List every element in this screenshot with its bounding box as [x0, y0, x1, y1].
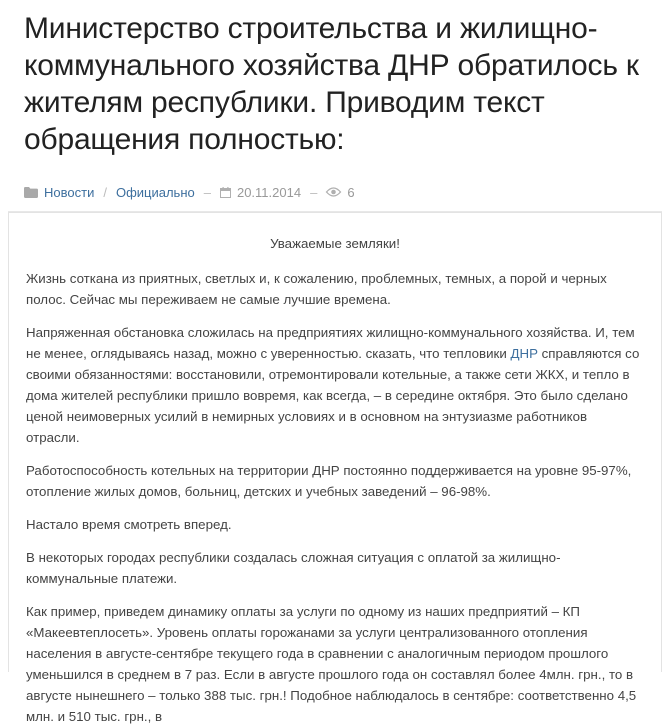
- meta-separator: –: [203, 184, 211, 200]
- view-count: 6: [347, 184, 355, 200]
- greeting: Уважаемые земляки!: [270, 236, 400, 251]
- paragraph-4: Настало время смотреть вперед.: [26, 517, 232, 532]
- category-separator: /: [103, 184, 107, 200]
- article-meta: [24, 182, 644, 202]
- paragraph-5: В некоторых городах республики создалась сложная ситуация с оплатой за жилищно-коммунальные платежи.: [26, 550, 561, 586]
- eye-icon: [326, 187, 341, 197]
- paragraph-3: Работоспособность котельных на территории ДНР постоянно поддерживается на уровне 95-97%, отопление жилых домов, больниц, детских и учебных заведений – 96-98%.: [26, 463, 632, 499]
- meta-separator: –: [310, 184, 318, 200]
- paragraph-6: Как пример, приведем динамику оплаты за услуги по одному из наших предприятий – КП «Макеевтеплосеть». Уровень оплаты горожанами за услуги централизованного отопления населения в августе-сентябре текущего года в сравнении с аналогичным периодом прошлого уменьшился в среднем в 7 раз. Если в августе прошлого года он составлял более 4млн. грн., то в августе нынешнего – только 388 тыс. грн.! Подобное наблюдалось в сентябре: соответственно 4,5 млн. и 510 тыс. грн., в: [26, 604, 637, 724]
- paragraph-2-text-rest: справляются со своими обязанностями: восстановили, отремонтировали котельные, а также сети ЖКХ, и тепло в дома жителей республики пришло вовремя, как всегда, – в середине октября. Это было сделано ценой неимоверных усилий в немирных условиях и в основном на энтузиазме работников отрасли.: [26, 346, 640, 445]
- category-link-official[interactable]: Официально: [115, 184, 195, 200]
- dnr-link[interactable]: ДНР: [510, 346, 538, 361]
- category-link-news[interactable]: Новости: [44, 184, 95, 200]
- paragraph-2: [26, 322, 644, 448]
- paragraph-2-text: Напряженная обстановка сложилась на предприятиях жилищно-коммунального хозяйства. И, тем не менее, оглядываясь назад, можно с уверенностью. сказать, что тепловики: [26, 325, 635, 361]
- article-header: [0, 0, 668, 202]
- article-title: Министерство строительства и жилищно-коммунального хозяйства ДНР обратилось к жителям республики. Приводим текст обращения полностью:: [24, 12, 639, 156]
- publish-date: 20.11.2014: [236, 184, 302, 200]
- folder-icon: [24, 187, 38, 198]
- article-body: [8, 212, 662, 724]
- calendar-icon: [220, 187, 231, 198]
- paragraph-1: Жизнь соткана из приятных, светлых и, к сожалению, проблемных, темных, а порой и черных полос. Сейчас мы переживаем не самые лучшие времена.: [26, 271, 607, 307]
